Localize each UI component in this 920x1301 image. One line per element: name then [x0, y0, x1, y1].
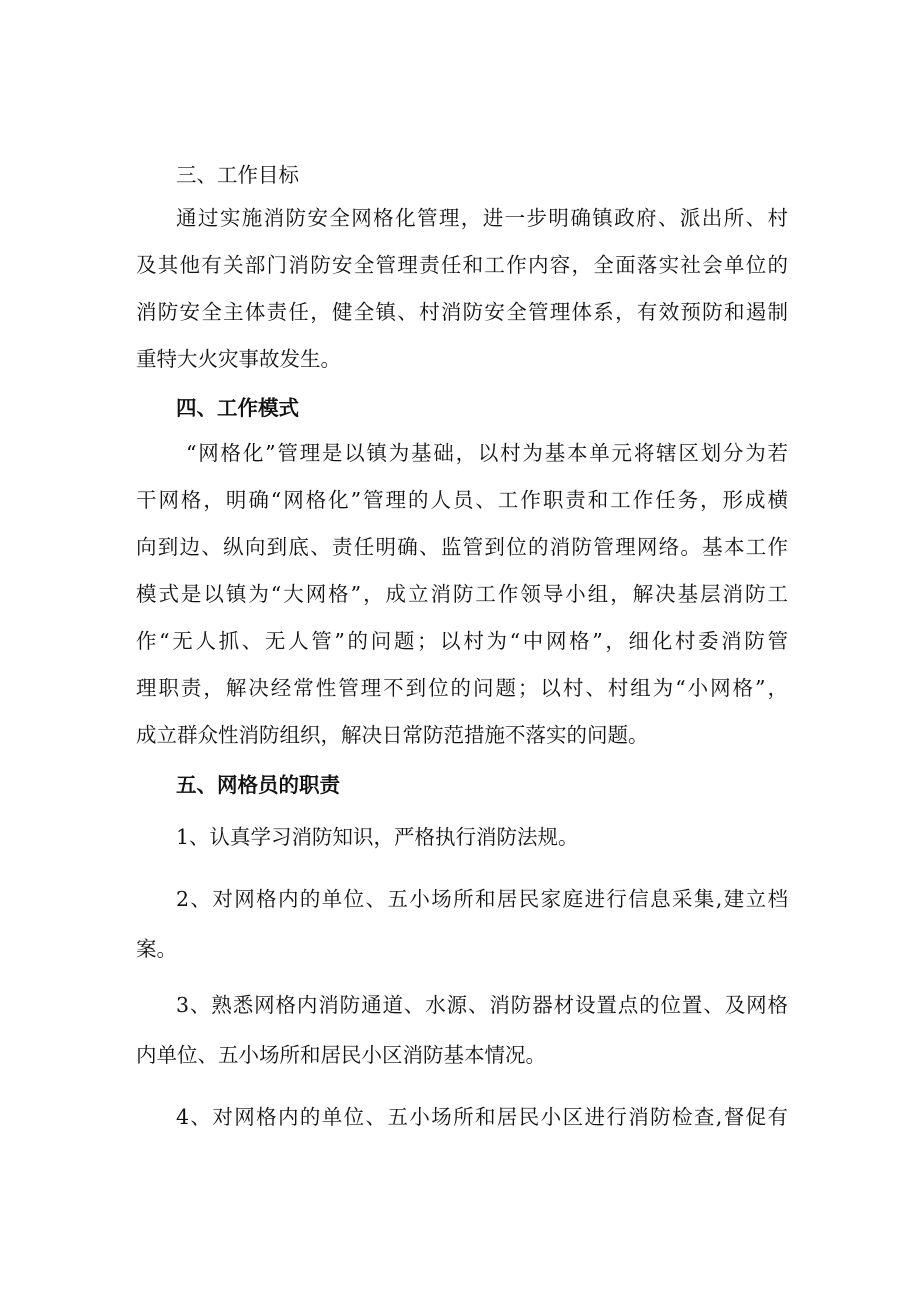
paragraph-line: 成立群众性消防组织，解决日常防范措施不落实的问题。: [136, 723, 649, 747]
duty-item-4-line: 4、对网格内的单位、五小场所和居民小区进行消防检查,督促有: [176, 1105, 788, 1129]
paragraph-line: 消防安全主体责任，健全镇、村消防安全管理体系，有效预防和遏制: [136, 300, 788, 324]
paragraph-line: 及其他有关部门消防安全管理责任和工作内容，全面落实社会单位的: [136, 253, 788, 277]
paragraph-line: 重特大火灾事故发生。: [136, 347, 341, 371]
duty-item-2-line: 案。: [136, 937, 177, 961]
paragraph-line: 模式是以镇为“大网格”，成立消防工作领导小组，解决基层消防工: [136, 582, 788, 606]
duty-item-1: 1、认真学习消防知识，严格执行消防法规。: [176, 825, 579, 849]
paragraph-line: 干网格，明确“网格化”管理的人员、工作职责和工作任务，形成横: [136, 488, 788, 512]
paragraph-line: 作“无人抓、无人管”的问题；以村为“中网格”，细化村委消防管: [136, 629, 788, 653]
section-heading-work-goals: 三、工作目标: [176, 163, 299, 187]
duty-item-2-line: 2、对网格内的单位、五小场所和居民家庭进行信息采集,建立档: [176, 887, 788, 911]
duty-item-3-line: 3、熟悉网格内消防通道、水源、消防器材设置点的位置、及网格: [176, 993, 788, 1017]
section-heading-work-mode: 四、工作模式: [176, 396, 299, 420]
paragraph-line: “网格化”管理是以镇为基础，以村为基本单元将辖区划分为若: [186, 441, 788, 465]
paragraph-line: 通过实施消防安全网格化管理，进一步明确镇政府、派出所、村: [176, 206, 788, 230]
section-heading-grid-staff-duties: 五、网格员的职责: [176, 773, 340, 797]
paragraph-line: 向到边、纵向到底、责任明确、监管到位的消防管理网络。基本工作: [136, 535, 788, 559]
paragraph-line: 理职责，解决经常性管理不到位的问题；以村、村组为“小网格”，: [136, 676, 788, 700]
duty-item-3-line: 内单位、五小场所和居民小区消防基本情况。: [136, 1043, 546, 1067]
